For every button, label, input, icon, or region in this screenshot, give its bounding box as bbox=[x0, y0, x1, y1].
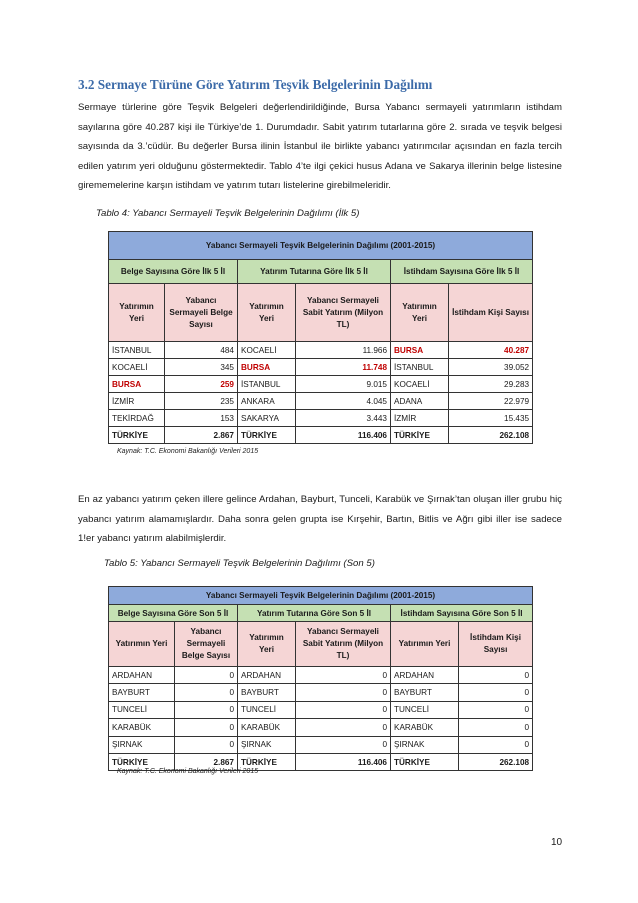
table-4-group-3: İstihdam Sayısına Göre İlk 5 İl bbox=[391, 260, 533, 284]
cell: 29.283 bbox=[449, 376, 533, 393]
table-4-title: Yabancı Sermayeli Teşvik Belgelerinin Dağılımı (2001-2015) bbox=[109, 232, 533, 260]
cell: ADANA bbox=[391, 393, 449, 410]
cell: 0 bbox=[296, 736, 391, 753]
table-4-caption: Tablo 4: Yabancı Sermayeli Teşvik Belgelerinin Dağılımı (İlk 5) bbox=[96, 208, 360, 219]
cell: 262.108 bbox=[459, 753, 533, 770]
cell: TÜRKİYE bbox=[109, 427, 165, 444]
section-heading: 3.2 Sermaye Türüne Göre Yatırım Teşvik Belgelerinin Dağılımı bbox=[78, 77, 433, 92]
cell: 0 bbox=[296, 667, 391, 684]
cell: İZMİR bbox=[391, 410, 449, 427]
cell: TÜRKİYE bbox=[238, 427, 296, 444]
cell: TÜRKİYE bbox=[109, 753, 175, 770]
table-5-group-1: Belge Sayısına Göre Son 5 İl bbox=[109, 605, 238, 622]
table-4-col-4: Yabancı Sermayeli Sabit Yatırım (Milyon TL) bbox=[296, 284, 391, 342]
cell: 0 bbox=[459, 719, 533, 736]
cell: BAYBURT bbox=[391, 684, 459, 701]
cell: ŞIRNAK bbox=[391, 736, 459, 753]
table-total-row bbox=[109, 427, 533, 444]
table-4 bbox=[108, 231, 533, 444]
table-row bbox=[109, 342, 533, 359]
cell: 0 bbox=[175, 719, 238, 736]
cell: 0 bbox=[175, 736, 238, 753]
cell: 0 bbox=[296, 719, 391, 736]
table-row bbox=[109, 719, 533, 736]
cell: 22.979 bbox=[449, 393, 533, 410]
cell: ARDAHAN bbox=[238, 667, 296, 684]
cell: İZMİR bbox=[109, 393, 165, 410]
table-5-col-2: Yabancı Sermayeli Belge Sayısı bbox=[175, 622, 238, 667]
cell: 153 bbox=[165, 410, 238, 427]
cell: BAYBURT bbox=[238, 684, 296, 701]
cell: TEKİRDAĞ bbox=[109, 410, 165, 427]
cell: TUNCELİ bbox=[238, 701, 296, 718]
cell-highlight: BURSA bbox=[391, 342, 449, 359]
cell: SAKARYA bbox=[238, 410, 296, 427]
cell-highlight: BURSA bbox=[238, 359, 296, 376]
cell: 116.406 bbox=[296, 427, 391, 444]
cell: ANKARA bbox=[238, 393, 296, 410]
cell-highlight: 259 bbox=[165, 376, 238, 393]
paragraph-2: En az yabancı yatırım çeken illere gelince Ardahan, Bayburt, Tunceli, Karabük ve Şırnak’tan oluşan iller grubu hiç yabancı yatırım alamamışlardır. Daha sonra gelen grupta ise Kırşehir, Bartın, Bitlis ve Ağrı gibi iller ise sadece 1!er yabancı yatırım alabilmişlerdir. bbox=[78, 494, 562, 544]
table-5-title: Yabancı Sermayeli Teşvik Belgelerinin Dağılımı (2001-2015) bbox=[109, 587, 533, 605]
cell: 0 bbox=[296, 701, 391, 718]
cell: İSTANBUL bbox=[238, 376, 296, 393]
table-row bbox=[109, 359, 533, 376]
table-row bbox=[109, 376, 533, 393]
cell: 262.108 bbox=[449, 427, 533, 444]
cell: 2.867 bbox=[175, 753, 238, 770]
table-4-col-5: Yatırımın Yeri bbox=[391, 284, 449, 342]
cell: TUNCELİ bbox=[391, 701, 459, 718]
table-4-source: Kaynak: T.C. Ekonomi Bakanlığı Verileri 2015 bbox=[117, 448, 259, 455]
table-5-col-6: İstihdam Kişi Sayısı bbox=[459, 622, 533, 667]
cell: KARABÜK bbox=[238, 719, 296, 736]
cell: 11.966 bbox=[296, 342, 391, 359]
table-4-group-2: Yatırım Tutarına Göre İlk 5 İl bbox=[238, 260, 391, 284]
cell: KOCAELİ bbox=[391, 376, 449, 393]
cell: 0 bbox=[459, 701, 533, 718]
cell: 0 bbox=[175, 684, 238, 701]
cell: 0 bbox=[459, 684, 533, 701]
cell: 0 bbox=[296, 684, 391, 701]
table-row bbox=[109, 667, 533, 684]
cell: 235 bbox=[165, 393, 238, 410]
cell: TÜRKİYE bbox=[238, 753, 296, 770]
cell: 0 bbox=[175, 701, 238, 718]
cell: KOCAELİ bbox=[109, 359, 165, 376]
cell: 39.052 bbox=[449, 359, 533, 376]
cell-highlight: 11.748 bbox=[296, 359, 391, 376]
cell: TUNCELİ bbox=[109, 701, 175, 718]
cell: 3.443 bbox=[296, 410, 391, 427]
cell: 0 bbox=[459, 736, 533, 753]
cell: 2.867 bbox=[165, 427, 238, 444]
cell: KARABÜK bbox=[109, 719, 175, 736]
cell: ARDAHAN bbox=[391, 667, 459, 684]
cell: BAYBURT bbox=[109, 684, 175, 701]
cell: 0 bbox=[459, 667, 533, 684]
cell: 484 bbox=[165, 342, 238, 359]
table-row bbox=[109, 684, 533, 701]
cell: ARDAHAN bbox=[109, 667, 175, 684]
page-number: 10 bbox=[551, 837, 563, 848]
cell: TÜRKİYE bbox=[391, 427, 449, 444]
cell: KARABÜK bbox=[391, 719, 459, 736]
table-row bbox=[109, 410, 533, 427]
cell: 345 bbox=[165, 359, 238, 376]
cell: ŞIRNAK bbox=[238, 736, 296, 753]
table-row bbox=[109, 393, 533, 410]
cell: İSTANBUL bbox=[109, 342, 165, 359]
cell: İSTANBUL bbox=[391, 359, 449, 376]
table-5-col-4: Yabancı Sermayeli Sabit Yatırım (Milyon TL) bbox=[296, 622, 391, 667]
cell: 0 bbox=[175, 667, 238, 684]
table-row bbox=[109, 701, 533, 718]
table-row bbox=[109, 736, 533, 753]
cell-highlight: 40.287 bbox=[449, 342, 533, 359]
table-5-caption: Tablo 5: Yabancı Sermayeli Teşvik Belgelerinin Dağılımı (Son 5) bbox=[104, 558, 375, 569]
table-5-group-2: Yatırım Tutarına Göre Son 5 İl bbox=[238, 605, 391, 622]
table-4-col-6: İstihdam Kişi Sayısı bbox=[449, 284, 533, 342]
table-4-col-3: Yatırımın Yeri bbox=[238, 284, 296, 342]
cell: KOCAELİ bbox=[238, 342, 296, 359]
table-5-col-5: Yatırımın Yeri bbox=[391, 622, 459, 667]
cell: ŞIRNAK bbox=[109, 736, 175, 753]
cell: 116.406 bbox=[296, 753, 391, 770]
cell: 9.015 bbox=[296, 376, 391, 393]
table-4-group-1: Belge Sayısına Göre İlk 5 İl bbox=[109, 260, 238, 284]
table-5-col-1: Yatırımın Yeri bbox=[109, 622, 175, 667]
table-5-group-3: İstihdam Sayısına Göre Son 5 İl bbox=[391, 605, 533, 622]
cell: 15.435 bbox=[449, 410, 533, 427]
cell-highlight: BURSA bbox=[109, 376, 165, 393]
paragraph-1: Sermaye türlerine göre Teşvik Belgeleri değerlendirildiğinde, Bursa Yabancı sermayeli yatırımların istihdam sayılarına göre 40.287 kişi ile Türkiye’de 1. Durumdadır. Sabit yatırım tutarlarına göre 2. sırada ve teşvik belgesi sayısında da 3.’cüdür. Bu değerler Bursa ilinin İstanbul ile birlikte yabancı yatırımcılar açısından en fazla tercih edilen yatırım yeri olduğunu göstermektedir. Tablo 4’te ilgi çekici husus Adana ve Sakarya illerinin belge listesine girememelerine karşın istihdam ve yatırım tutarı listelerine girebilmeleridir. bbox=[78, 102, 562, 191]
table-5-source: Kaynak: T.C. Ekonomi Bakanlığı Verileri 2015 bbox=[117, 768, 259, 775]
table-5-col-3: Yatırımın Yeri bbox=[238, 622, 296, 667]
table-4-col-1: Yatırımın Yeri bbox=[109, 284, 165, 342]
cell: TÜRKİYE bbox=[391, 753, 459, 770]
table-5 bbox=[108, 586, 533, 771]
table-4-col-2: Yabancı Sermayeli Belge Sayısı bbox=[165, 284, 238, 342]
cell: 4.045 bbox=[296, 393, 391, 410]
